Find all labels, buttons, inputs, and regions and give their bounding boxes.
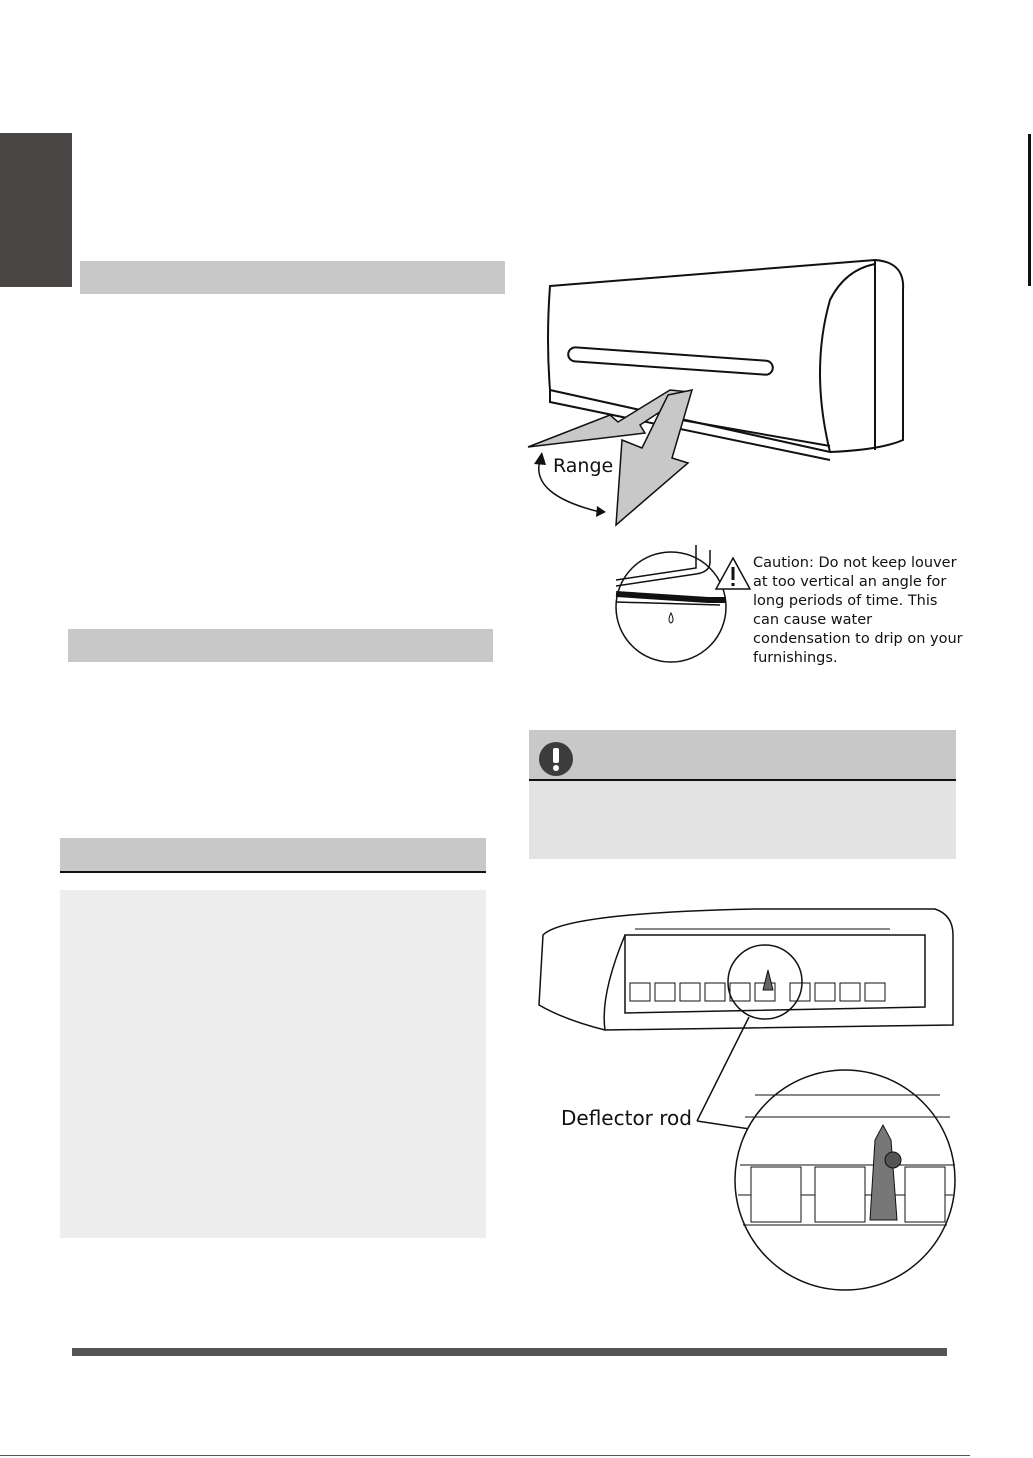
exclamation-circle-icon	[538, 741, 574, 777]
range-label: Range	[553, 455, 614, 477]
note-box-left	[60, 890, 486, 1238]
bottom-line	[0, 1455, 970, 1456]
warning-triangle-icon	[714, 556, 752, 592]
caution-text: Caution: Do not keep louver at too vertical an angle for long periods of time. This can cause water condensation to drip on your furnishings.	[753, 555, 963, 666]
note-header	[529, 730, 956, 779]
section-header-rule-3	[60, 871, 486, 873]
deflector-rod-figure	[525, 895, 965, 1290]
note-body	[529, 781, 956, 859]
deflector-rod-label: Deflector rod	[561, 1106, 692, 1130]
section-header-bar-1	[80, 261, 505, 294]
edge-mark	[1028, 134, 1031, 286]
section-header-bar-2	[68, 629, 493, 662]
footer-rule	[72, 1348, 947, 1356]
chapter-tab-marker	[0, 133, 72, 287]
section-header-bar-3	[60, 838, 486, 871]
